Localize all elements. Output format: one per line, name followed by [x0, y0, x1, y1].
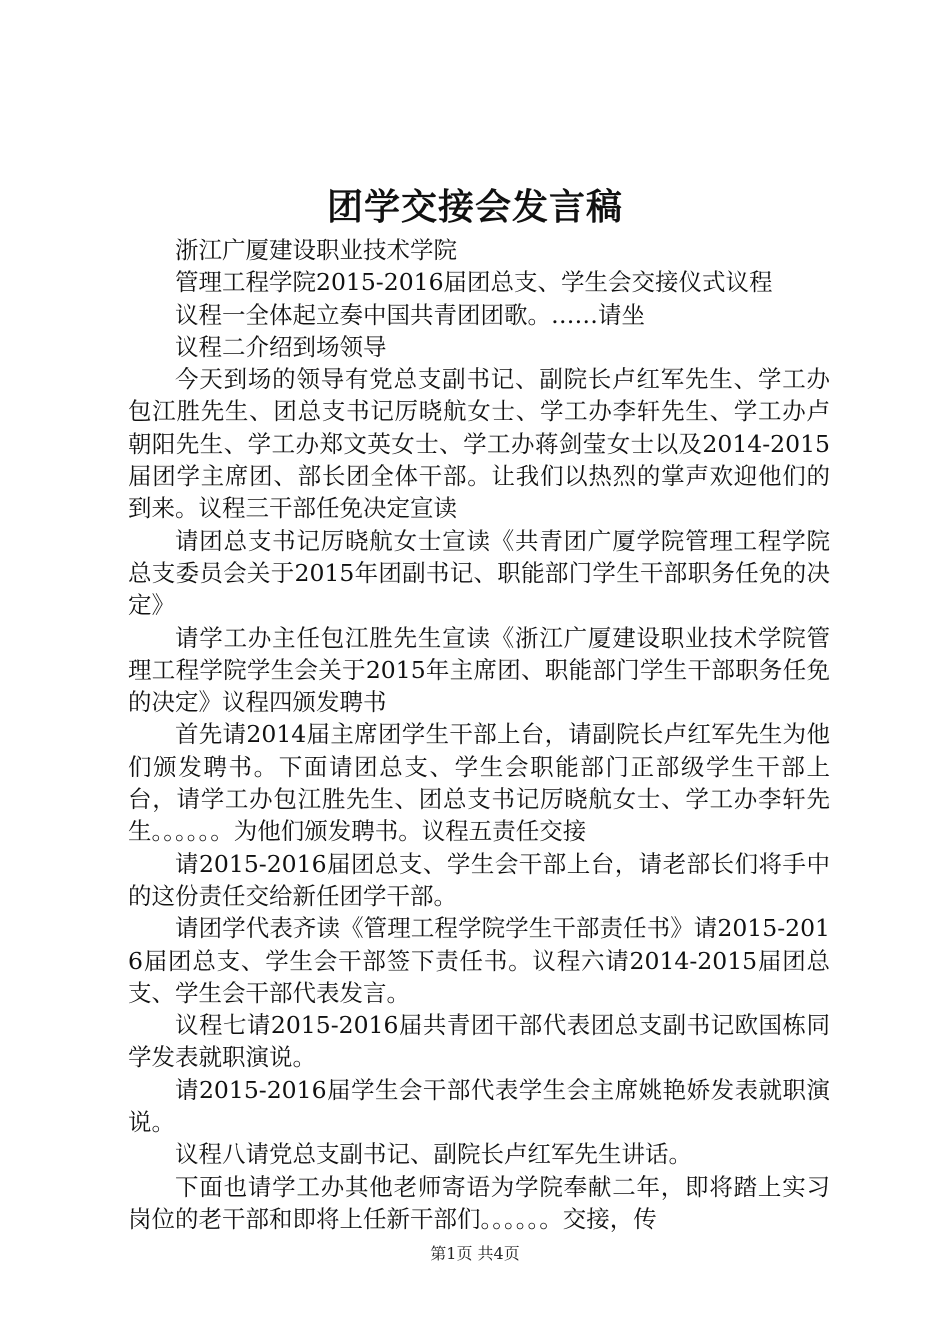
paragraph-teacher-messages: 下面也请学工办其他老师寄语为学院奉献二年，即将踏上实习岗位的老干部和即将上任新干部们。。。。。。交接，传	[128, 1172, 830, 1233]
paragraph-agenda-item-7: 议程七请2015-2016届共青团干部代表团总支副书记欧国栋同学发表就职演说。	[128, 1011, 830, 1072]
paragraph-school-name: 浙江广厦建设职业技术学院	[175, 236, 457, 264]
paragraph-union-speech: 请2015-2016届学生会干部代表学生会主席姚艳娇发表就职演说。	[128, 1075, 830, 1137]
paragraph-handover: 请2015-2016届团总支、学生会干部上台，请老部长们将手中的这份责任交给新任团学干部。	[128, 849, 830, 910]
paragraph-appointment-letters: 首先请2014届主席团学生干部上台，请副院长卢红军先生为他们颁发聘书。下面请团总支、学生会职能部门正部级学生干部上台，请学工办包江胜先生、团总支书记厉晓航女士、学工办李轩先生。。。。。。为他们颁发聘书。议程五责任交接	[128, 720, 830, 846]
paragraph-agenda-item-8: 议程八请党总支副书记、副院长卢红军先生讲话。	[175, 1140, 692, 1169]
paragraph-responsibility-pledge: 请团学代表齐读《管理工程学院学生干部责任书》请2015-2016届团总支、学生会干部签下责任书。议程六请2014-2015届团总支、学生会干部代表发言。	[128, 914, 830, 1007]
page-number: 第1页 共4页	[430, 1244, 520, 1263]
paragraph-union-decision: 请学工办主任包江胜先生宣读《浙江广厦建设职业技术学院管理工程学院学生会关于2015年主席团、职能部门学生干部职务任免的决定》议程四颁发聘书	[128, 623, 830, 717]
paragraph-agenda-item-2: 议程二介绍到场领导	[175, 332, 387, 361]
paragraph-agenda-heading: 管理工程学院2015-2016届团总支、学生会交接仪式议程	[175, 268, 773, 297]
document-title: 团学交接会发言稿	[326, 186, 623, 228]
paragraph-leaders-intro: 今天到场的领导有党总支副书记、副院长卢红军先生、学工办包江胜先生、团总支书记厉晓航女士、学工办李轩先生、学工办卢朝阳先生、学工办郑文英女士、学工办蒋剑莹女士以及2014-2015届团学主席团、部长团全体干部。让我们以热烈的掌声欢迎他们的到来。议程三干部任免决定宣读	[128, 365, 830, 523]
paragraph-agenda-item-1: 议程一全体起立奏中国共青团团歌。……请坐	[175, 300, 645, 329]
document-body	[128, 234, 830, 1235]
paragraph-league-decision: 请团总支书记厉晓航女士宣读《共青团广厦学院管理工程学院总支委员会关于2015年团副书记、职能部门学生干部职务任免的决定》	[128, 526, 830, 620]
